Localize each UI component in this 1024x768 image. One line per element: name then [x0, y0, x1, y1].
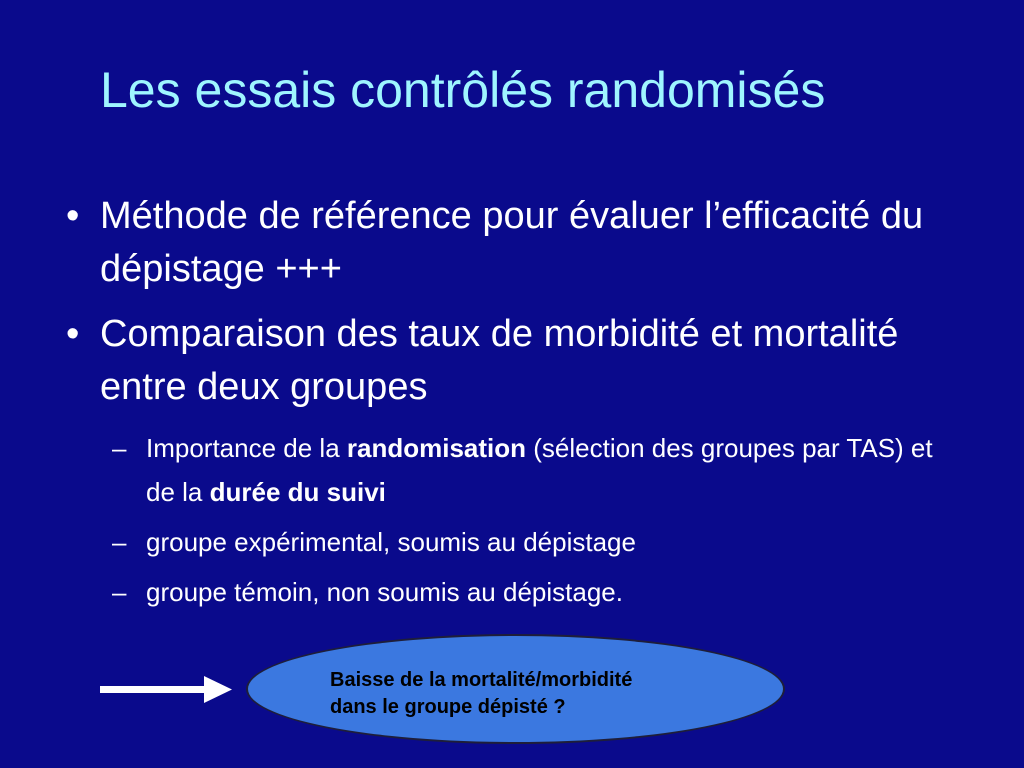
- bullet-item-method: [60, 190, 960, 296]
- sub-bullet-experimental: [112, 520, 960, 564]
- sub-bullet-text-middle: (sélection des groupes par TAS) et de la: [146, 433, 933, 507]
- sub-bullet-text: groupe expérimental, soumis au dépistage: [146, 527, 636, 557]
- sub-bullet-importance: [112, 426, 960, 514]
- bullet-text: Comparaison des taux de morbidité et mortalité entre deux groupes: [100, 313, 899, 408]
- sub-bullet-text-prefix: Importance de la: [146, 433, 347, 463]
- bullet-text: Méthode de référence pour évaluer l’efficacité du dépistage +++: [100, 195, 924, 290]
- sub-bullet-marker: –: [112, 577, 127, 607]
- callout-text: [330, 667, 750, 721]
- sub-bullet-marker: –: [112, 433, 127, 463]
- bullet-marker: •: [66, 313, 80, 355]
- callout-line-1: Baisse de la mortalité/morbidité: [330, 669, 633, 691]
- emphasis-duree-suivi: durée du suivi: [209, 477, 386, 507]
- callout-line-2: dans le groupe dépisté ?: [330, 696, 566, 718]
- emphasis-randomisation: randomisation: [346, 433, 527, 463]
- slide-title: Les essais contrôlés randomisés: [100, 62, 826, 118]
- sub-bullet-marker: –: [112, 527, 127, 557]
- bullet-marker: •: [66, 195, 80, 237]
- right-arrow-icon: [100, 674, 232, 706]
- bullet-item-comparison: [60, 308, 960, 414]
- sub-bullet-text: groupe témoin, non soumis au dépistage.: [146, 577, 623, 607]
- bullet-list: [60, 190, 960, 620]
- sub-bullet-temoin: [112, 570, 960, 614]
